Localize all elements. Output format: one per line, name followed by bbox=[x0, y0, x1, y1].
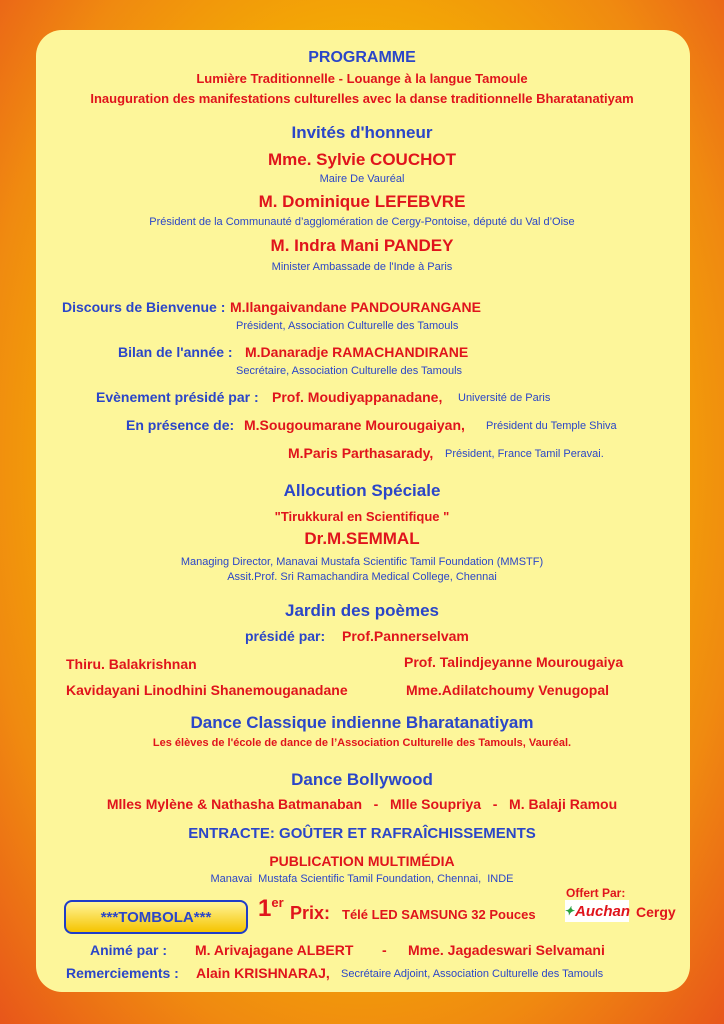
allocution-role-1: Managing Director, Manavai Mustafa Scientific Tamil Foundation (MMSTF) bbox=[180, 556, 544, 568]
dance-classique-heading: Dance Classique indienne Bharatanatiyam bbox=[190, 713, 534, 732]
poet-name: Mme.Adilatchoumy Venugopal bbox=[406, 682, 610, 698]
jardin-preside-name: Prof.Pannerselvam bbox=[342, 628, 469, 644]
discours-role: Président, Association Culturelle des Tamouls bbox=[236, 320, 459, 332]
guest-role: Minister Ambassade de l'Inde à Paris bbox=[271, 261, 453, 273]
presence-label: En présence de: bbox=[126, 417, 235, 433]
allocution-role-2: Assit.Prof. Sri Ramachandira Medical College, Chennai bbox=[227, 571, 497, 583]
invites-heading: Invités d'honneur bbox=[291, 123, 433, 142]
poet-name: Kavidayani Linodhini Shanemouganadane bbox=[66, 682, 348, 698]
presence-name-2: M.Paris Parthasarady, bbox=[288, 445, 434, 461]
remerciements-role: Secrétaire Adjoint, Association Culturelle des Tamouls bbox=[341, 968, 604, 980]
prize-rank: 1er bbox=[258, 895, 284, 922]
bollywood-line: Mlles Mylène & Nathasha Batmanaban - Mlle Soupriya - M. Balaji Ramou bbox=[106, 796, 618, 812]
anime-name-1: M. Arivajagane ALBERT bbox=[195, 942, 354, 958]
entracte-banner: ENTRACTE: GOÛTER ET RAFRAÎCHISSEMENTS bbox=[188, 825, 536, 842]
evenement-role: Université de Paris bbox=[458, 392, 551, 404]
guest-role: Maire De Vauréal bbox=[319, 173, 405, 185]
sponsor-name: Auchan bbox=[575, 902, 631, 920]
dance-classique-line: Les élèves de l'école de dance de l’Association Culturelle des Tamouls, Vauréal. bbox=[152, 737, 572, 749]
anime-separator: - bbox=[382, 942, 387, 958]
programme-line-1: Lumière Traditionnelle - Louange à la langue Tamoule bbox=[196, 71, 528, 86]
prize-prix-label: Prix: bbox=[290, 903, 331, 923]
remerciements-label: Remerciements : bbox=[66, 965, 179, 981]
guest-name: M. Indra Mani PANDEY bbox=[270, 236, 454, 255]
anime-name-2: Mme. Jagadeswari Selvamani bbox=[408, 942, 605, 958]
evenement-label: Evènement présidé par : bbox=[96, 389, 259, 405]
anime-label: Animé par : bbox=[90, 942, 168, 958]
guest-role: Président de la Communauté d’agglomération de Cergy-Pontoise, député du Val d’Oise bbox=[149, 216, 575, 228]
programme-title: PROGRAMME bbox=[308, 49, 416, 66]
poet-name: Prof. Talindjeyanne Mourougaiya bbox=[404, 654, 624, 670]
sponsor-city: Cergy bbox=[636, 904, 676, 920]
remerciements-name: Alain KRISHNARAJ, bbox=[196, 965, 330, 981]
bollywood-heading: Dance Bollywood bbox=[291, 770, 433, 789]
offert-par-label: Offert Par: bbox=[566, 886, 626, 900]
guest-name: Mme. Sylvie COUCHOT bbox=[268, 150, 456, 169]
publication-heading: PUBLICATION MULTIMÉDIA bbox=[269, 853, 455, 869]
auchan-bird-icon: ✦ bbox=[563, 904, 575, 918]
evenement-name: Prof. Moudiyappanadane, bbox=[272, 389, 443, 405]
allocution-heading: Allocution Spéciale bbox=[283, 481, 441, 500]
jardin-preside-label: présidé par: bbox=[245, 628, 326, 644]
jardin-heading: Jardin des poèmes bbox=[284, 601, 439, 620]
tombola-badge bbox=[64, 900, 248, 934]
programme-line-2: Inauguration des manifestations culturelles avec la danse traditionnelle Bharatanatiyam bbox=[90, 91, 634, 106]
auchan-logo bbox=[565, 900, 629, 922]
guest-name: M. Dominique LEFEBVRE bbox=[258, 192, 466, 211]
allocution-subtitle: "Tirukkural en Scientifique " bbox=[274, 509, 450, 524]
discours-name: M.Ilangaivandane PANDOURANGANE bbox=[230, 299, 481, 315]
tombola-label: ***TOMBOLA*** bbox=[100, 908, 212, 926]
poet-name: Thiru. Balakrishnan bbox=[66, 656, 197, 672]
discours-label: Discours de Bienvenue : bbox=[62, 299, 226, 315]
publication-line: Manavai Mustafa Scientific Tamil Foundation, Chennai, INDE bbox=[210, 873, 514, 885]
bilan-name: M.Danaradje RAMACHANDIRANE bbox=[245, 344, 469, 360]
prize-rank-sup: er bbox=[271, 895, 284, 910]
bilan-label: Bilan de l'année : bbox=[118, 344, 233, 360]
bilan-role: Secrétaire, Association Culturelle des Tamouls bbox=[236, 365, 463, 377]
allocution-name: Dr.M.SEMMAL bbox=[304, 529, 420, 548]
presence-role-2: Président, France Tamil Peravai. bbox=[445, 448, 604, 460]
presence-role-1: Président du Temple Shiva bbox=[486, 420, 617, 432]
prize-description: Télé LED SAMSUNG 32 Pouces bbox=[342, 907, 536, 922]
presence-name-1: M.Sougoumarane Mourougaiyan, bbox=[244, 417, 465, 433]
